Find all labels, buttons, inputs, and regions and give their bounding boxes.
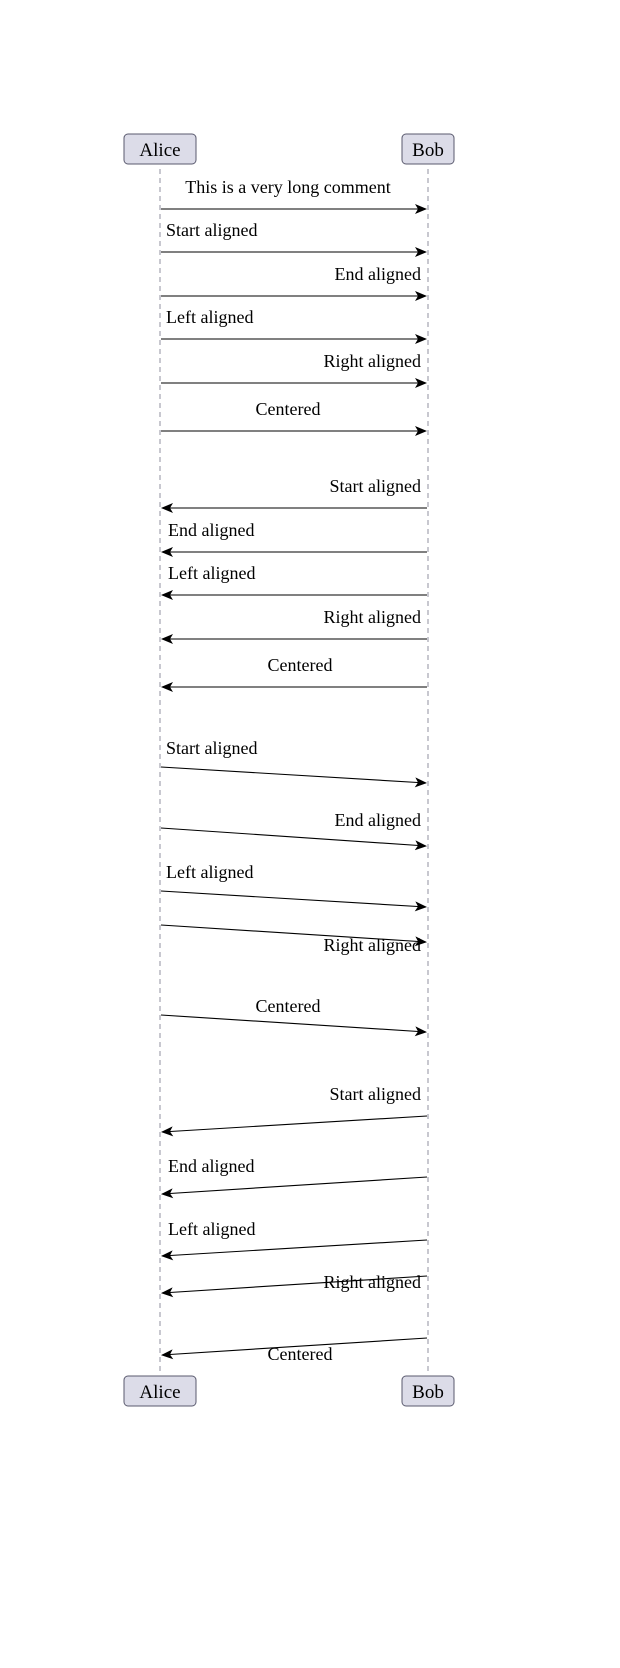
message-label: Start aligned (166, 220, 258, 240)
message-label: End aligned (168, 520, 255, 540)
actor-label: Bob (412, 1382, 444, 1403)
message-label: Centered (255, 996, 321, 1016)
actor-alice-bottom (124, 1376, 196, 1406)
message-label: End aligned (334, 264, 421, 284)
message-label: Start aligned (329, 1084, 421, 1104)
message-label: Left aligned (166, 862, 254, 882)
message-label: Centered (255, 399, 321, 419)
actor-label: Alice (139, 140, 181, 161)
actor-bob-top (402, 134, 454, 164)
messages (161, 177, 427, 1364)
message-arrow (162, 1116, 427, 1132)
message-label: Centered (267, 1344, 333, 1364)
message-label: Right aligned (323, 351, 421, 371)
actor-alice-top (124, 134, 196, 164)
message-label: End aligned (168, 1156, 255, 1176)
message-label: Left aligned (168, 1219, 256, 1239)
actor-bob-bottom (402, 1376, 454, 1406)
message-label: Start aligned (329, 476, 421, 496)
message-arrow (161, 891, 426, 907)
actor-label: Alice (139, 1382, 181, 1403)
message-label: Centered (267, 655, 333, 675)
message-label: This is a very long comment (185, 177, 391, 197)
actor-label: Bob (412, 140, 444, 161)
message-label: Right aligned (323, 935, 421, 955)
message-arrow (162, 1177, 427, 1194)
lifelines (160, 169, 428, 1371)
message-label: Start aligned (166, 738, 258, 758)
message-arrow (161, 767, 426, 783)
message-label: End aligned (334, 810, 421, 830)
message-arrow (161, 828, 426, 846)
message-label: Left aligned (168, 563, 256, 583)
message-arrow (161, 1015, 426, 1032)
message-label: Left aligned (166, 307, 254, 327)
message-arrow (162, 1240, 427, 1256)
message-label: Right aligned (323, 1272, 421, 1292)
message-label: Right aligned (323, 607, 421, 627)
